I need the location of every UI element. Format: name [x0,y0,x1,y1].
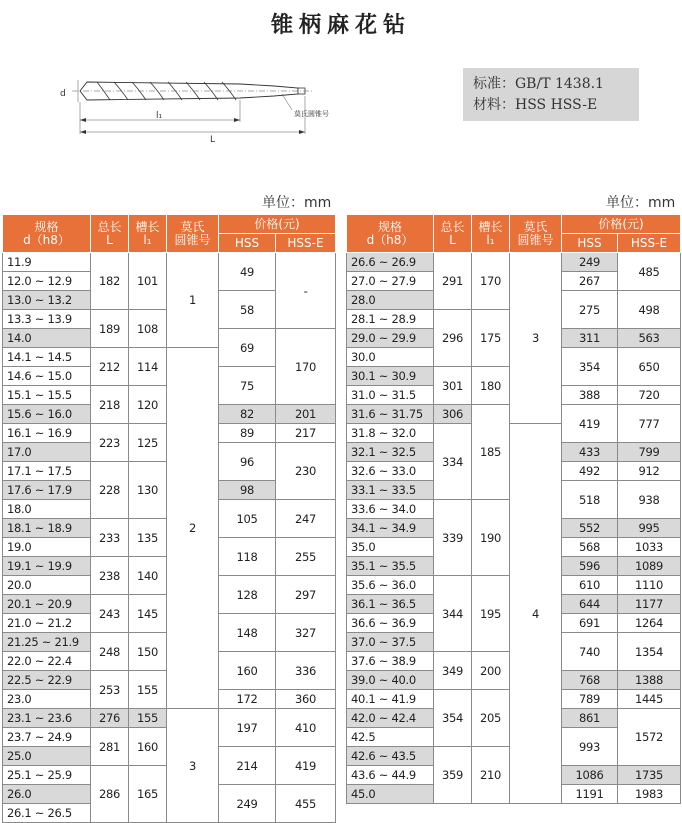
header-total-length-sub: L [449,232,456,247]
total-length-cell: 339 [434,500,472,576]
total-length-cell: 253 [91,671,129,709]
header-flute-length-sub: l₁ [143,232,152,247]
price-hsse-cell: 1354 [618,633,681,671]
flute-length-cell: 175 [472,310,510,367]
flute-length-cell: 200 [472,652,510,690]
total-length-cell: 344 [434,576,472,652]
material-line: 材料：HSS HSS-E [473,97,598,113]
price-hss-cell: 596 [562,557,618,576]
flute-length-cell: 125 [129,424,167,462]
header-price [219,215,336,234]
flute-length-cell: 140 [129,557,167,595]
price-hsse-cell: 1572 [618,709,681,766]
size-cell: 15.6 ~ 16.0 [3,405,91,424]
price-hsse-cell: 938 [618,481,681,519]
header-hsse [618,234,681,253]
spec-table-right [346,214,681,804]
standard-line: 标准：GB/T 1438.1 [473,76,604,92]
header-morse-taper-sub: 圆锥号 [174,232,211,247]
price-hss-cell: 82 [219,405,276,424]
size-cell: 32.1 ~ 32.5 [347,443,434,462]
size-cell: 35.1 ~ 35.5 [347,557,434,576]
total-length-cell: 223 [91,424,129,462]
header-total-length [434,215,472,253]
header-spec-text: 规格 [34,219,59,234]
price-hss-cell: 388 [562,386,618,405]
price-hss-cell: 118 [219,538,276,576]
price-hss-cell: 610 [562,576,618,595]
header-flute-length [472,215,510,253]
flute-length-cell: 180 [472,367,510,405]
header-flute-length-text: 槽长 [478,219,503,234]
header-hss-text: HSS [577,235,602,250]
size-cell: 45.0 [347,785,434,804]
flute-length-cell: 190 [472,500,510,576]
total-length-cell: 334 [434,424,472,500]
price-hss-cell: 861 [562,709,618,728]
size-cell: 17.0 [3,443,91,462]
size-cell: 15.1 ~ 15.5 [3,386,91,405]
flute-length-cell: 155 [129,709,167,728]
price-hss-cell: 275 [562,291,618,329]
price-hsse-cell: 563 [618,329,681,348]
price-hss-cell: 160 [219,652,276,690]
size-cell: 14.1 ~ 14.5 [3,348,91,367]
price-hss-cell: 58 [219,291,276,329]
size-cell: 26.1 ~ 26.5 [3,804,91,823]
price-hss-cell: 644 [562,595,618,614]
size-cell: 37.0 ~ 37.5 [347,633,434,652]
price-hsse-cell: 1735 [618,766,681,785]
price-hss-cell: 433 [562,443,618,462]
header-flute-length-text: 槽长 [135,219,160,234]
spec-table-left [2,214,336,823]
table-row [3,709,336,728]
total-length-cell: 286 [91,766,129,823]
price-hsse-cell: 230 [276,443,336,500]
page-title: 锥柄麻花钻 [270,13,411,38]
price-hsse-cell: 720 [618,386,681,405]
header-price [562,215,681,234]
total-length-cell: 291 [434,253,472,310]
total-length-cell: 243 [91,595,129,633]
price-hsse-cell: 912 [618,462,681,481]
header-spec-text: 规格 [377,219,402,234]
price-hsse-cell: 217 [276,424,336,443]
label-L: L [210,135,216,145]
price-hsse-cell: 297 [276,576,336,614]
price-hss-cell: 993 [562,728,618,766]
header-morse-taper [510,215,562,253]
morse-taper-cell: 3 [510,253,562,424]
price-hsse-cell: 498 [618,291,681,329]
price-hss-cell: 249 [219,785,276,823]
total-length-cell: 212 [91,348,129,386]
price-hss-cell: 1191 [562,785,618,804]
size-cell: 18.1 ~ 18.9 [3,519,91,538]
total-length-cell: 276 [91,709,129,728]
price-hsse-cell: 650 [618,348,681,386]
header-hss [219,234,276,253]
price-hss-cell: 172 [219,690,276,709]
size-cell: 40.1 ~ 41.9 [347,690,434,709]
flute-length-cell: 150 [129,633,167,671]
size-cell: 34.1 ~ 34.9 [347,519,434,538]
size-cell: 12.0 ~ 12.9 [3,272,91,291]
price-hsse-cell: 1033 [618,538,681,557]
price-hsse-cell: 1983 [618,785,681,804]
header-price-text: 价格(元) [254,216,300,231]
flute-length-cell: 155 [129,671,167,709]
header-spec-sub: d（h8） [23,232,70,247]
price-hss-cell: 69 [219,329,276,367]
price-hss-cell: 214 [219,747,276,785]
size-cell: 17.6 ~ 17.9 [3,481,91,500]
morse-taper-cell: 3 [167,709,219,823]
header-spec [347,215,434,253]
flute-length-cell: 195 [472,576,510,652]
size-cell: 30.0 [347,348,434,367]
size-cell: 19.0 [3,538,91,557]
total-length-cell: 281 [91,728,129,766]
size-cell: 13.3 ~ 13.9 [3,310,91,329]
price-hsse-cell: 255 [276,538,336,576]
price-hsse-cell: 455 [276,785,336,823]
flute-length-cell: 120 [129,386,167,424]
price-hss-cell: 197 [219,709,276,747]
size-cell: 11.9 [3,253,91,272]
price-hss-cell: 105 [219,500,276,538]
price-hss-cell: 768 [562,671,618,690]
price-hsse-cell: 201 [276,405,336,424]
total-length-cell: 218 [91,386,129,424]
price-hsse-cell: 1264 [618,614,681,633]
flute-length-cell: 101 [129,253,167,310]
size-cell: 22.5 ~ 22.9 [3,671,91,690]
header-hsse-text: HSS-E [630,235,668,250]
morse-taper-cell: 1 [167,253,219,348]
flute-length-cell: 205 [472,690,510,747]
price-hss-cell: 419 [562,405,618,443]
total-length-cell: 182 [91,253,129,310]
price-hss-cell: 354 [562,348,618,386]
size-cell: 19.1 ~ 19.9 [3,557,91,576]
size-cell: 26.6 ~ 26.9 [347,253,434,272]
price-hsse-cell: 799 [618,443,681,462]
size-cell: 20.1 ~ 20.9 [3,595,91,614]
label-d: d [60,89,66,99]
header-morse-taper [167,215,219,253]
header-total-length [91,215,129,253]
total-length-cell: 238 [91,557,129,595]
price-hsse-cell: 336 [276,652,336,690]
unit-label-right: 单位：mm [606,195,676,211]
price-hss-cell: 518 [562,481,618,519]
header-hsse [276,234,336,253]
unit-label-left: 单位：mm [262,195,332,211]
header-morse-taper-sub: 圆锥号 [517,232,554,247]
price-hsse-cell: 327 [276,614,336,652]
price-hsse-cell: 247 [276,500,336,538]
morse-taper-cell: 4 [510,424,562,804]
size-cell: 22.0 ~ 22.4 [3,652,91,671]
size-cell: 33.1 ~ 33.5 [347,481,434,500]
flute-length-cell: 165 [129,766,167,823]
flute-length-cell: 130 [129,462,167,519]
size-cell: 28.1 ~ 28.9 [347,310,434,329]
header-hsse-text: HSS-E [287,235,324,250]
size-cell: 37.6 ~ 38.9 [347,652,434,671]
flute-length-cell: 145 [129,595,167,633]
price-hsse-cell: 485 [618,253,681,291]
price-hsse-cell: 777 [618,405,681,443]
total-length-cell: 228 [91,462,129,519]
header-flute-length-sub: l₁ [486,232,495,247]
header-spec [3,215,91,253]
size-cell: 23.7 ~ 24.9 [3,728,91,747]
price-hss-cell: 492 [562,462,618,481]
header-total-length-text: 总长 [440,219,465,234]
price-hss-cell: 249 [562,253,618,272]
size-cell: 23.1 ~ 23.6 [3,709,91,728]
total-length-cell: 296 [434,310,472,367]
standard-box [463,68,639,121]
size-cell: 16.1 ~ 16.9 [3,424,91,443]
label-taper: 莫氏圆锥号 [294,110,329,118]
price-hsse-cell: 1388 [618,671,681,690]
price-hsse-cell: 1089 [618,557,681,576]
total-length-cell: 306 [434,405,472,424]
price-hss-cell: 552 [562,519,618,538]
size-cell: 31.6 ~ 31.75 [347,405,434,424]
size-cell: 31.0 ~ 31.5 [347,386,434,405]
size-cell: 42.5 [347,728,434,747]
size-cell: 42.0 ~ 42.4 [347,709,434,728]
size-cell: 35.0 [347,538,434,557]
size-cell: 30.1 ~ 30.9 [347,367,434,386]
price-hsse-cell: 1177 [618,595,681,614]
price-hss-cell: 691 [562,614,618,633]
price-hss-cell: 49 [219,253,276,291]
morse-taper-cell: 2 [167,348,219,709]
total-length-cell: 248 [91,633,129,671]
total-length-cell: 349 [434,652,472,690]
size-cell: 28.0 [347,291,434,310]
header-hss [562,234,618,253]
size-cell: 29.0 ~ 29.9 [347,329,434,348]
size-cell: 36.6 ~ 36.9 [347,614,434,633]
flute-length-cell: 185 [472,405,510,500]
size-cell: 43.6 ~ 44.9 [347,766,434,785]
price-hsse-cell: 419 [276,747,336,785]
price-hss-cell: 98 [219,481,276,500]
label-l1: l₁ [156,111,163,121]
header-price-text: 价格(元) [598,216,644,231]
price-hss-cell: 128 [219,576,276,614]
total-length-cell: 233 [91,519,129,557]
size-cell: 39.0 ~ 40.0 [347,671,434,690]
price-hsse-cell: - [276,253,336,329]
size-cell: 27.0 ~ 27.9 [347,272,434,291]
price-hss-cell: 96 [219,443,276,481]
price-hss-cell: 789 [562,690,618,709]
price-hss-cell: 267 [562,272,618,291]
price-hsse-cell: 170 [276,329,336,405]
price-hss-cell: 148 [219,614,276,652]
size-cell: 35.6 ~ 36.0 [347,576,434,595]
flute-length-cell: 108 [129,310,167,348]
flute-length-cell: 170 [472,253,510,310]
header-total-length-sub: L [106,232,113,247]
size-cell: 14.0 [3,329,91,348]
size-cell: 42.6 ~ 43.5 [347,747,434,766]
total-length-cell: 189 [91,310,129,348]
price-hss-cell: 89 [219,424,276,443]
header-morse-taper-text: 莫氏 [180,219,205,234]
size-cell: 13.0 ~ 13.2 [3,291,91,310]
price-hss-cell: 1086 [562,766,618,785]
total-length-cell: 354 [434,690,472,747]
size-cell: 20.0 [3,576,91,595]
header-hss-text: HSS [234,235,260,250]
size-cell: 23.0 [3,690,91,709]
header-morse-taper-text: 莫氏 [523,219,548,234]
size-cell: 25.1 ~ 25.9 [3,766,91,785]
header-spec-sub: d（h8） [366,232,414,247]
price-hsse-cell: 1110 [618,576,681,595]
drill-diagram [52,70,372,150]
price-hsse-cell: 410 [276,709,336,747]
flute-length-cell: 160 [129,728,167,766]
price-hsse-cell: 1445 [618,690,681,709]
size-cell: 21.25 ~ 21.9 [3,633,91,652]
total-length-cell: 359 [434,747,472,804]
size-cell: 17.1 ~ 17.5 [3,462,91,481]
size-cell: 33.6 ~ 34.0 [347,500,434,519]
table-row [347,253,681,272]
price-hss-cell: 75 [219,367,276,405]
size-cell: 31.8 ~ 32.0 [347,424,434,443]
table-row [3,253,336,272]
size-cell: 36.1 ~ 36.5 [347,595,434,614]
price-hss-cell: 311 [562,329,618,348]
size-cell: 25.0 [3,747,91,766]
price-hss-cell: 740 [562,633,618,671]
size-cell: 26.0 [3,785,91,804]
flute-length-cell: 135 [129,519,167,557]
header-flute-length [129,215,167,253]
size-cell: 14.6 ~ 15.0 [3,367,91,386]
header-total-length-text: 总长 [97,219,122,234]
price-hss-cell: 568 [562,538,618,557]
size-cell: 32.6 ~ 33.0 [347,462,434,481]
size-cell: 18.0 [3,500,91,519]
total-length-cell: 301 [434,367,472,405]
flute-length-cell: 210 [472,747,510,804]
size-cell: 21.0 ~ 21.2 [3,614,91,633]
price-hsse-cell: 360 [276,690,336,709]
price-hsse-cell: 995 [618,519,681,538]
flute-length-cell: 114 [129,348,167,386]
